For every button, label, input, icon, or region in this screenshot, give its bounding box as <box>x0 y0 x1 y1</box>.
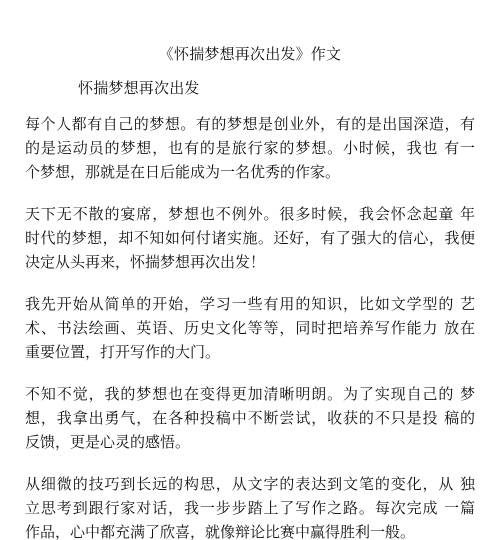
paragraph <box>25 292 475 364</box>
text-line: 从细微的技巧到长远的构思，从文字的表达到文笔的变化，从 独 <box>25 475 475 493</box>
paragraph <box>25 112 475 184</box>
document-title: 《怀揣梦想再次出发》作文 <box>158 45 342 63</box>
text-line: 的是运动员的梦想，也有的是旅行家的梦想。小时候，我也 有一 <box>25 139 475 157</box>
text-line: 个梦想，那就是在日后能成为一名优秀的作家。 <box>25 163 341 181</box>
text-line: 反馈，更是心灵的感悟。 <box>25 433 191 451</box>
text-line: 不知不觉，我的梦想也在变得更加清晰明朗。为了实现自己的 梦 <box>25 385 475 403</box>
paragraph <box>25 472 475 540</box>
text-line: 决定从头再来，怀揣梦想再次出发！ <box>25 253 266 271</box>
text-line: 术、书法绘画、英语、历史文化等等，同时把培养写作能力 放在 <box>25 319 475 337</box>
text-line: 作品，心中都充满了欣喜，就像辩论比赛中赢得胜利一般。 <box>25 523 416 540</box>
text-line: 每个人都有自己的梦想。有的梦想是创业外，有的是出国深造，有 <box>25 115 475 133</box>
text-line: 立思考到跟行家对话，我一步步踏上了写作之路。每次完成 一篇 <box>25 499 475 517</box>
paragraph <box>25 202 475 274</box>
paragraph <box>25 382 475 454</box>
text-line: 天下无不散的宴席，梦想也不例外。很多时候，我会怀念起童 年 <box>25 205 475 223</box>
essay-subtitle: 怀揣梦想再次出发 <box>78 79 200 97</box>
essay-body <box>25 112 475 540</box>
text-line: 时代的梦想，却不知如何付诸实施。还好，有了强大的信心，我便 <box>25 229 475 247</box>
text-line: 重要位置，打开写作的大门。 <box>25 343 221 361</box>
text-line: 想，我拿出勇气，在各种投稿中不断尝试，收获的不只是投 稿的 <box>25 409 475 427</box>
text-line: 我先开始从简单的开始，学习一些有用的知识，比如文学型的 艺 <box>25 295 475 313</box>
